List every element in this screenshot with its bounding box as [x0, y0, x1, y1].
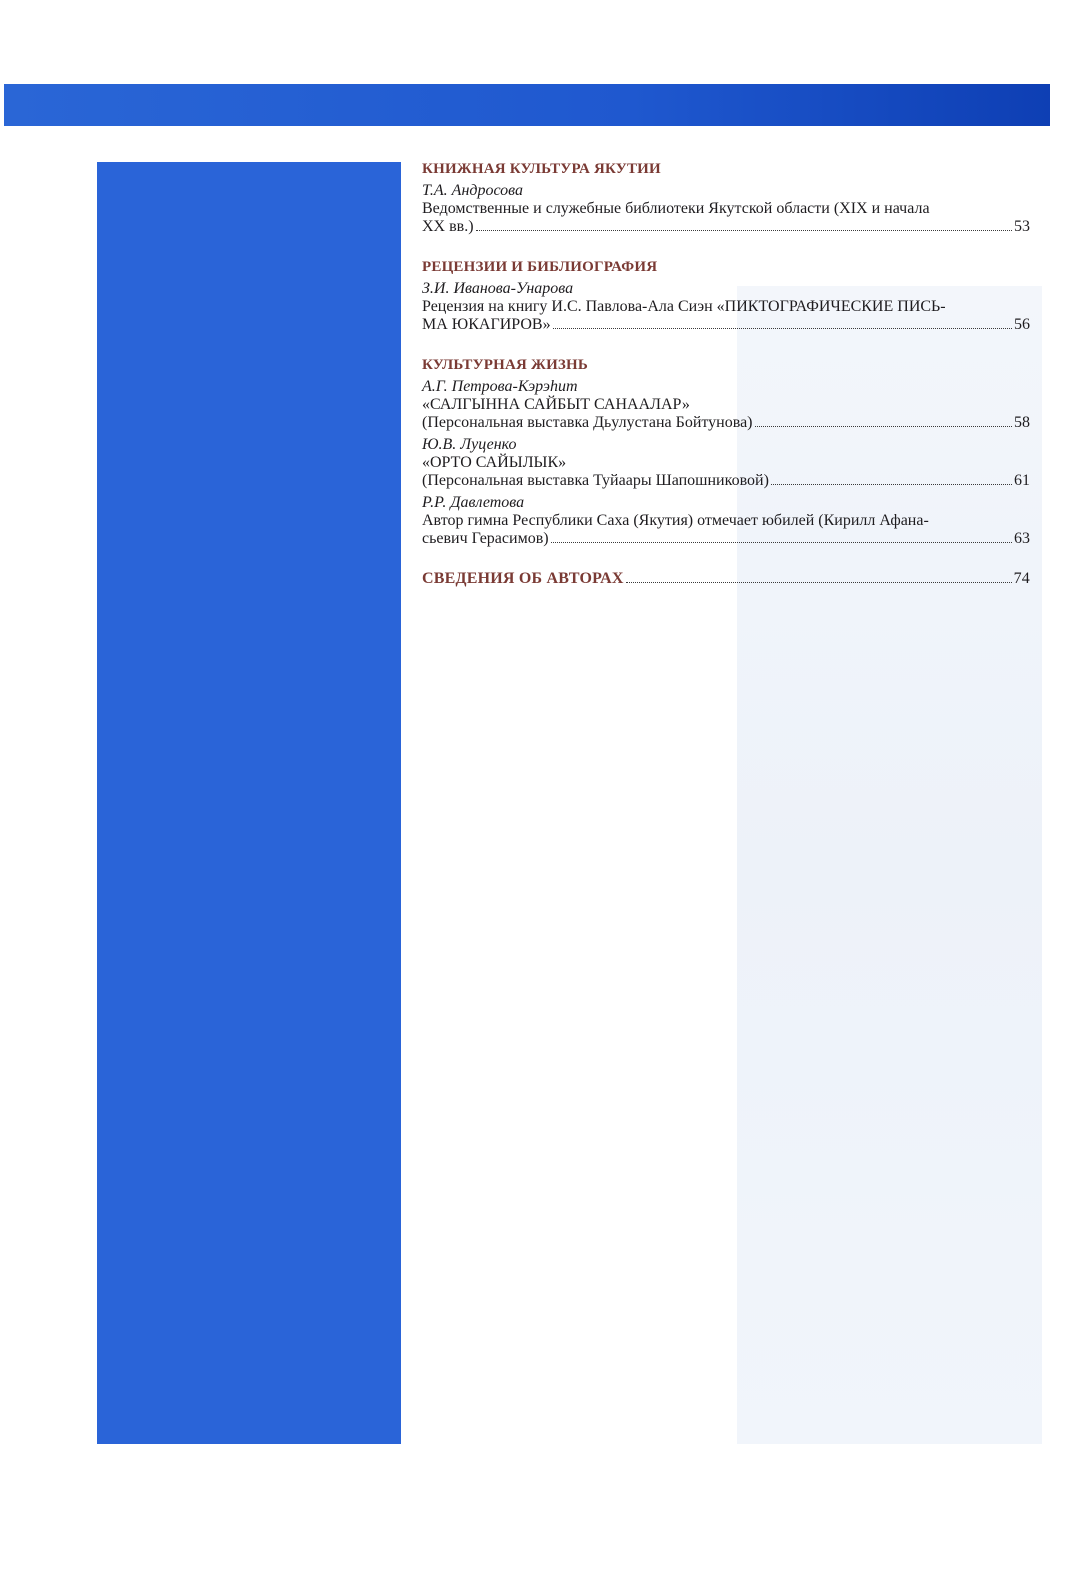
- section-heading: РЕЦЕНЗИИ И БИБЛИОГРАФИЯ: [422, 259, 658, 275]
- entry-last-line: [422, 316, 1030, 334]
- page-number: 63: [1014, 530, 1030, 547]
- entry-title-end: сьевич Герасимов): [422, 530, 549, 547]
- toc-entry[interactable]: [422, 378, 1030, 432]
- entry-title-end: ХХ вв.): [422, 218, 474, 235]
- entry-author: Т.А. Андросова: [422, 182, 524, 199]
- toc-section-book-culture: [422, 160, 1030, 236]
- dot-leader: [755, 426, 1013, 427]
- section-heading: СВЕДЕНИЯ ОБ АВТОРАХ: [422, 570, 624, 587]
- toc-section-reviews: [422, 258, 1030, 334]
- section-heading: КУЛЬТУРНАЯ ЖИЗНЬ: [422, 357, 589, 373]
- entry-last-line: [422, 414, 1030, 432]
- table-of-contents: [422, 160, 1030, 610]
- authors-line: [422, 570, 1030, 588]
- page-number: 74: [1013, 570, 1030, 587]
- page-number: 56: [1014, 316, 1030, 333]
- entry-title-end: (Персональная выставка Туйаары Шапошниковой): [422, 472, 769, 489]
- dot-leader: [771, 484, 1012, 485]
- entry-author: З.И. Иванова-Унарова: [422, 280, 574, 297]
- toc-entry[interactable]: [422, 182, 1030, 236]
- entry-author: А.Г. Петрова-Кэрэһит: [422, 378, 578, 395]
- entry-last-line: [422, 530, 1030, 548]
- entry-title-end: (Персональная выставка Дьулустана Бойтунова): [422, 414, 753, 431]
- dot-leader: [626, 582, 1012, 583]
- entry-title: «САЛГЫННА САЙБЫТ САНААЛАР»: [422, 396, 690, 413]
- entry-last-line: [422, 472, 1030, 490]
- entry-author: Ю.В. Луценко: [422, 436, 517, 453]
- toc-entry[interactable]: [422, 494, 1030, 548]
- entry-title: Ведомственные и служебные библиотеки Якутской области (XIX и начала: [422, 200, 930, 217]
- entry-title: Рецензия на книгу И.С. Павлова-Ала Сиэн «ПИКТОГРАФИЧЕСКИЕ ПИСЬ-: [422, 298, 946, 315]
- page-number: 53: [1014, 218, 1030, 235]
- entry-title: Автор гимна Республики Саха (Якутия) отмечает юбилей (Кирилл Афана-: [422, 512, 929, 529]
- entry-title-end: МА ЮКАГИРОВ»: [422, 316, 551, 333]
- page-number: 58: [1014, 414, 1030, 431]
- entry-title: «ОРТО САЙЫЛЫК»: [422, 454, 567, 471]
- entry-author: Р.Р. Давлетова: [422, 494, 525, 511]
- dot-leader: [553, 328, 1012, 329]
- dot-leader: [476, 230, 1012, 231]
- section-heading: КНИЖНАЯ КУЛЬТУРА ЯКУТИИ: [422, 161, 661, 177]
- toc-entry[interactable]: [422, 436, 1030, 490]
- toc-section-cultural-life: [422, 356, 1030, 548]
- top-color-band: [4, 84, 1050, 126]
- toc-entry[interactable]: [422, 280, 1030, 334]
- toc-section-authors[interactable]: [422, 570, 1030, 588]
- entry-last-line: [422, 218, 1030, 236]
- dot-leader: [551, 542, 1012, 543]
- left-blue-block: [97, 162, 401, 1444]
- page-number: 61: [1014, 472, 1030, 489]
